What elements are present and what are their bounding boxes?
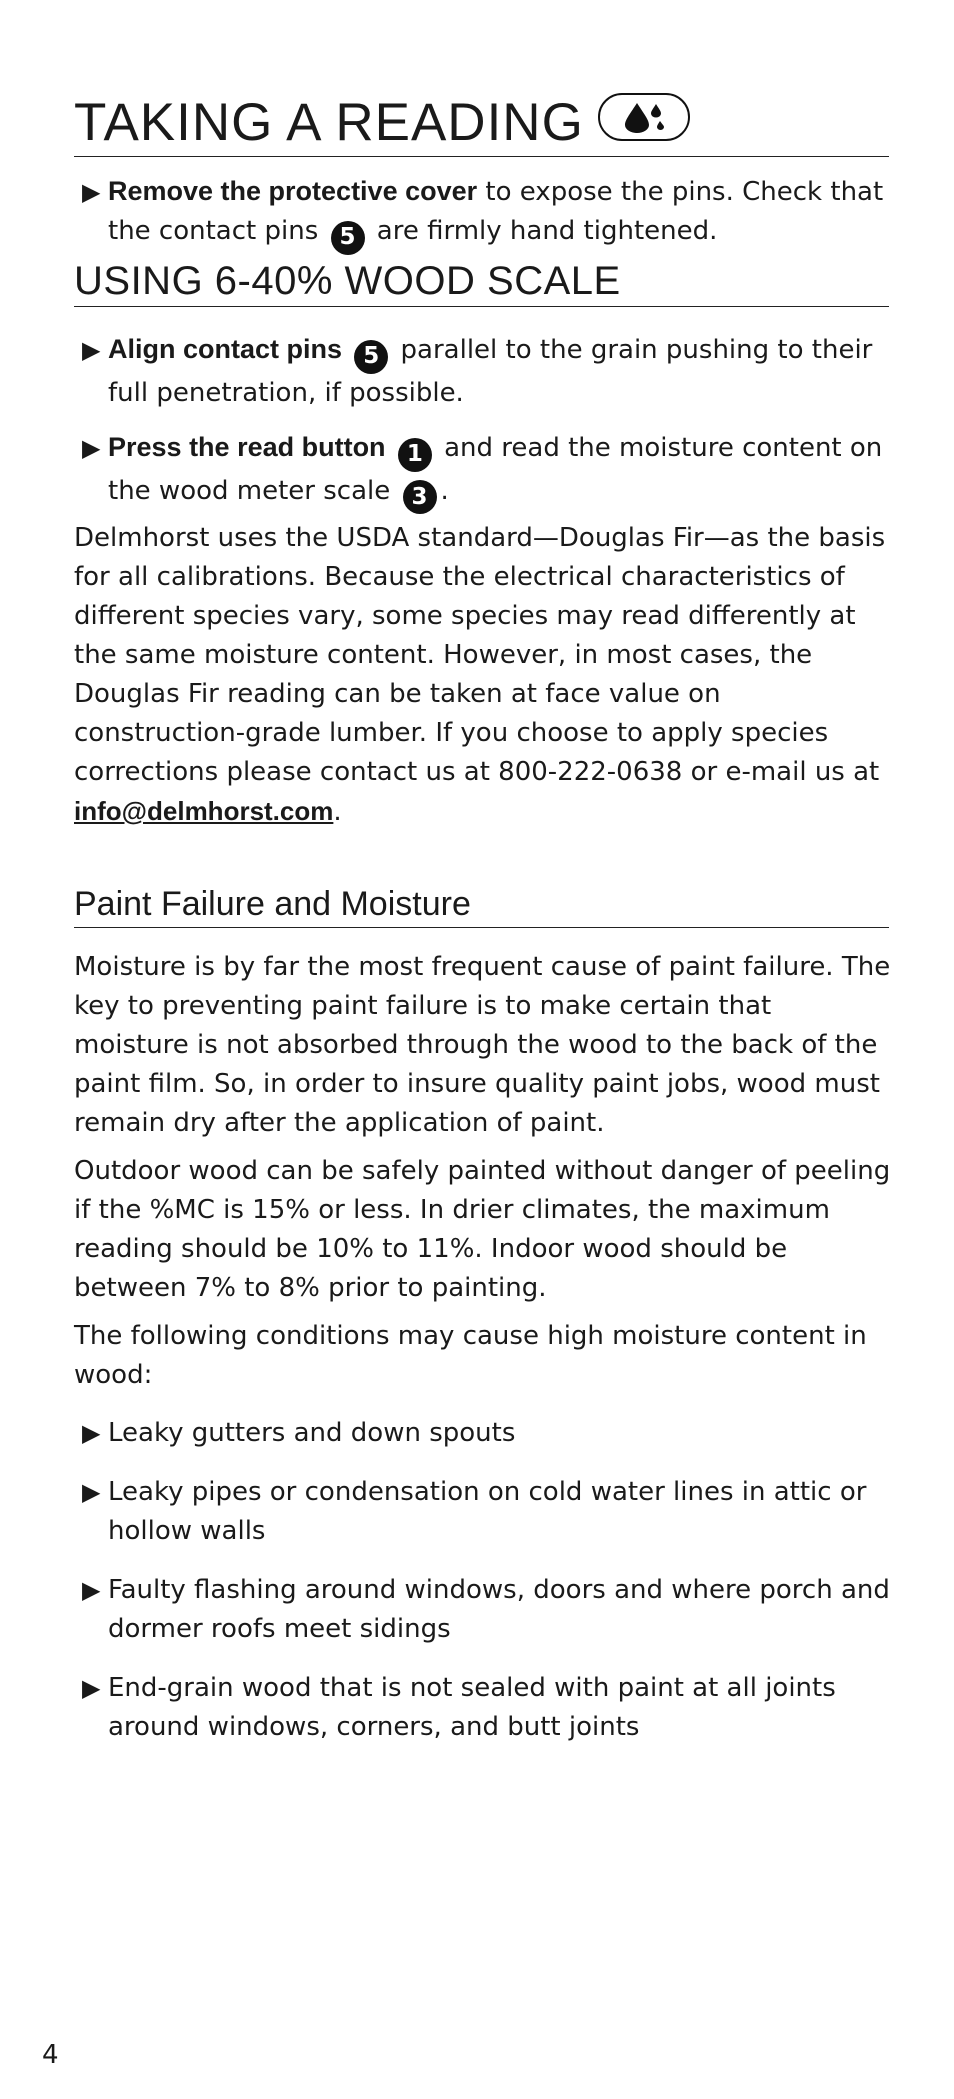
heading-taking-a-reading	[74, 92, 889, 157]
condition-list-item	[82, 1414, 908, 1453]
paint-paragraph-2: Outdoor wood can be safely painted without danger of peeling if the %MC is 15% or less. In drier climates, the maximum reading should be 10% to 11%. Indoor wood should be between 7% to 8% prior to painting.	[74, 1156, 891, 1303]
page-number: 4	[42, 2040, 59, 2070]
triangle-bullet-icon: ▶	[82, 336, 101, 364]
bullet-text: are firmly hand tightened.	[368, 216, 718, 246]
paint-paragraph-3: The following conditions may cause high moisture content in wood:	[74, 1321, 867, 1390]
condition-text: End-grain wood that is not sealed with paint at all joints around windows, corners, and butt joints	[108, 1673, 836, 1742]
condition-list-item	[82, 1473, 908, 1551]
triangle-bullet-icon: ▶	[82, 1478, 101, 1506]
bullet-text: parallel to the grain pushing to their full penetration, if possible.	[108, 335, 873, 408]
email-link[interactable]: info@delmhorst.com	[74, 796, 334, 826]
condition-list-item	[82, 1669, 908, 1747]
condition-text: Faulty flashing around windows, doors and where porch and dormer roofs meet sidings	[108, 1575, 890, 1644]
bullet-bold-text: Remove the protective cover	[108, 176, 478, 206]
bullet-bold-text: Align contact pins	[108, 334, 343, 364]
water-drops-icon	[598, 93, 690, 141]
condition-list-item	[82, 1571, 908, 1649]
number-badge-icon: 3	[403, 480, 437, 514]
triangle-bullet-icon: ▶	[82, 1674, 101, 1702]
triangle-bullet-icon: ▶	[82, 1576, 101, 1604]
number-badge-icon: 5	[331, 221, 365, 255]
number-badge-icon: 5	[354, 340, 388, 374]
condition-text: Leaky gutters and down spouts	[108, 1418, 516, 1448]
heading-text: TAKING A READING	[74, 93, 584, 152]
triangle-bullet-icon: ▶	[82, 178, 101, 206]
bullet-text: .	[440, 475, 449, 506]
bullet-remove-cover	[82, 172, 908, 255]
bullet-press-read	[82, 428, 908, 514]
triangle-bullet-icon: ▶	[82, 1419, 101, 1447]
calibration-paragraph	[74, 519, 894, 832]
triangle-bullet-icon: ▶	[82, 434, 101, 462]
paragraph-text: .	[333, 797, 342, 827]
heading-wood-scale: USING 6-40% WOOD SCALE	[74, 258, 889, 307]
bullet-align-pins	[82, 330, 908, 413]
number-badge-icon: 1	[398, 438, 432, 472]
paragraph-text: Delmhorst uses the USDA standard—Douglas Fir—as the basis for all calibrations. Because the electrical characteristics of different species vary, some species may read differently at the same moisture content. However, in most cases, the Douglas Fir reading can be taken at face value on construction-grade lumber. If you choose to apply species corrections please contact us at 800-222-0638 or e-mail us at	[74, 523, 886, 787]
bullet-bold-text: Press the read button	[108, 432, 386, 462]
condition-text: Leaky pipes or condensation on cold water lines in attic or hollow walls	[108, 1477, 867, 1546]
bullet-text: to expose the pins. Check that the contact pins	[108, 177, 884, 246]
heading-paint-failure: Paint Failure and Moisture	[74, 884, 889, 928]
bullet-text: and read the moisture content on the wood meter scale	[108, 433, 883, 506]
paint-paragraph-1: Moisture is by far the most frequent cause of paint failure. The key to preventing paint failure is to make certain that moisture is not absorbed through the wood to the back of the paint film. So, in order to insure quality paint jobs, wood must remain dry after the application of paint.	[74, 952, 891, 1138]
